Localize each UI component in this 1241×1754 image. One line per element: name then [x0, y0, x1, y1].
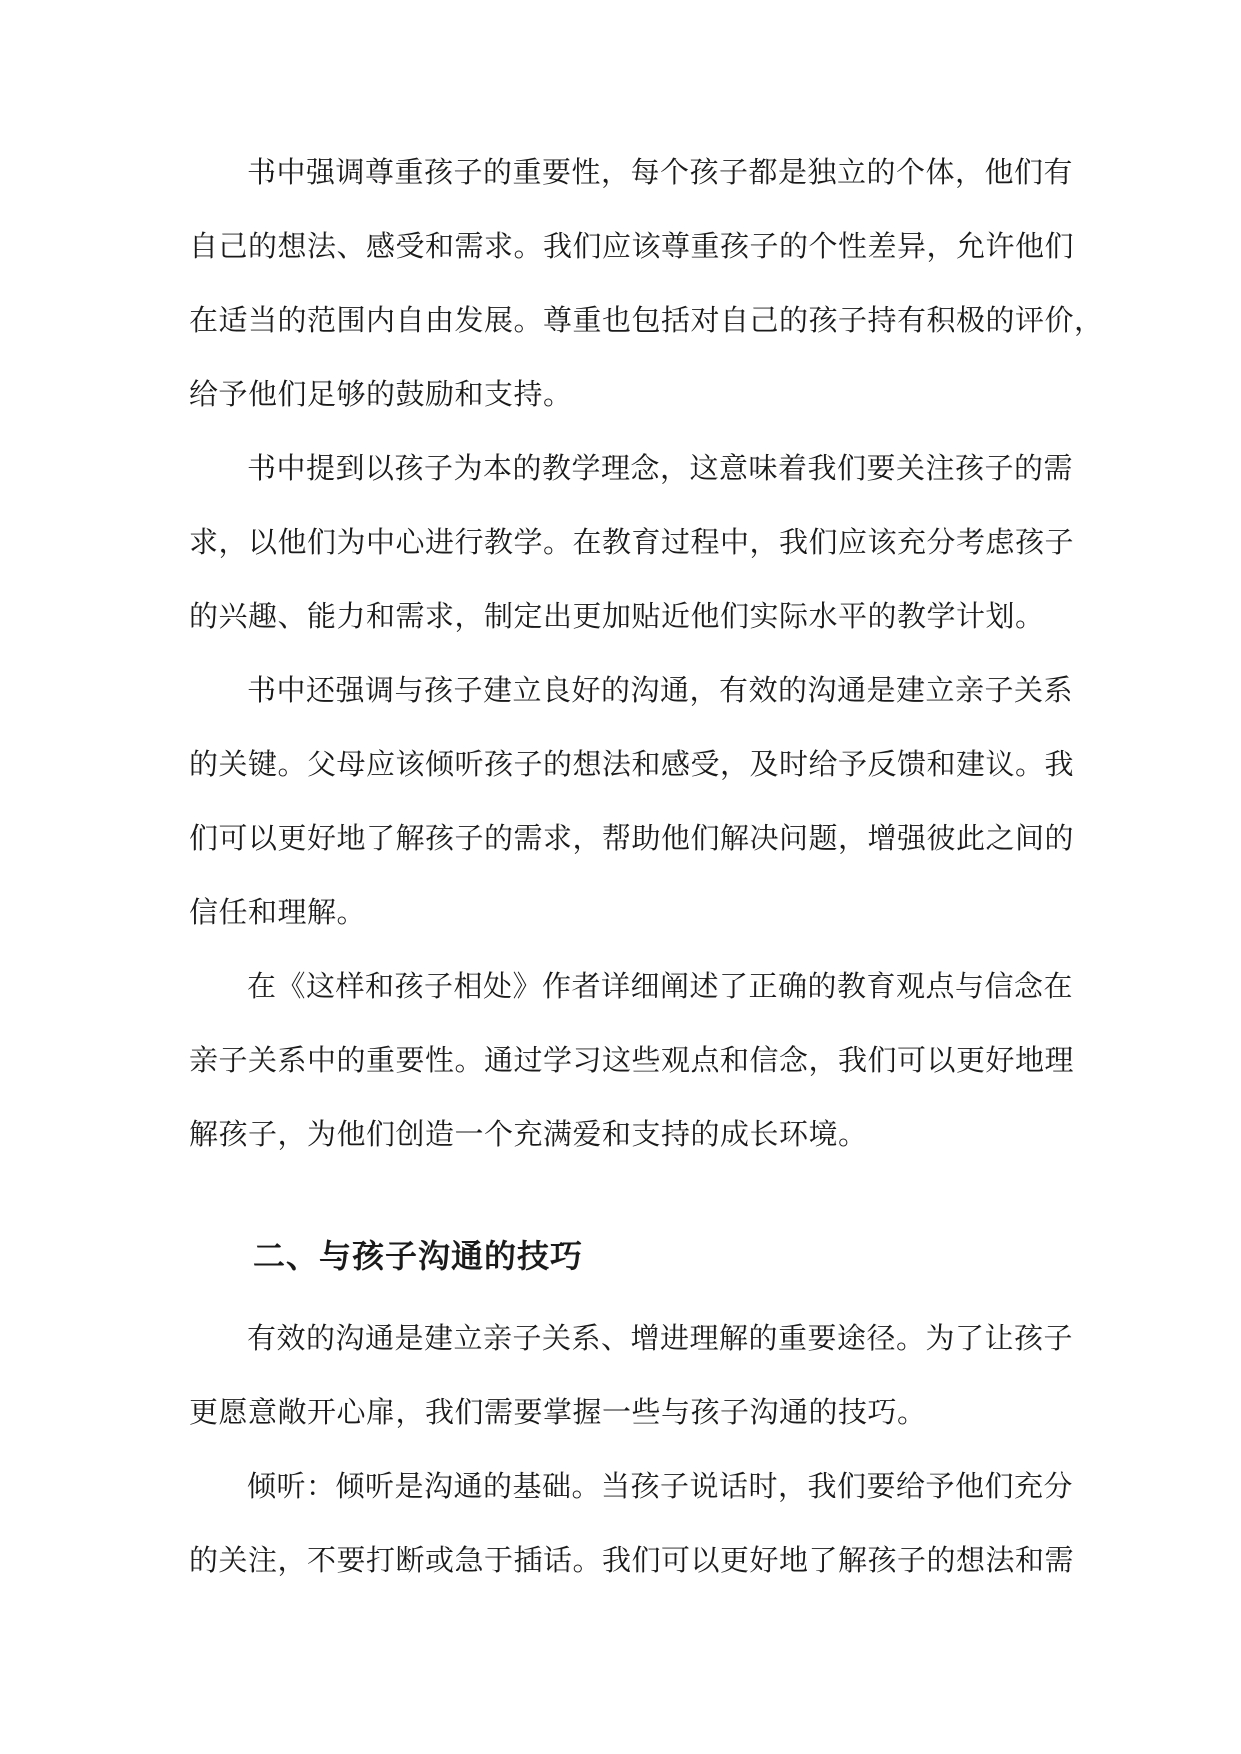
paragraph-1-line-3: 在适当的范围内自由发展。尊重也包括对自己的孩子持有积极的评价， — [189, 303, 1104, 337]
paragraph-1-line-2: 自己的想法、感受和需求。我们应该尊重孩子的个性差异，允许他们 — [189, 229, 1075, 263]
paragraph-3-line-3: 们可以更好地了解孩子的需求，帮助他们解决问题，增强彼此之间的 — [189, 821, 1075, 855]
section-paragraph-2-line-2: 的关注，不要打断或急于插话。我们可以更好地了解孩子的想法和需 — [189, 1543, 1075, 1577]
paragraph-3-line-4: 信任和理解。 — [189, 895, 367, 929]
paragraph-4-line-2: 亲子关系中的重要性。通过学习这些观点和信念，我们可以更好地理 — [189, 1043, 1075, 1077]
paragraph-4-line-1: 在《这样和孩子相处》作者详细阐述了正确的教育观点与信念在 — [247, 969, 1074, 1003]
section-paragraph-1-line-1: 有效的沟通是建立亲子关系、增进理解的重要途径。为了让孩子 — [247, 1321, 1074, 1355]
paragraph-2-line-1: 书中提到以孩子为本的教学理念，这意味着我们要关注孩子的需 — [247, 451, 1074, 485]
paragraph-2-line-3: 的兴趣、能力和需求，制定出更加贴近他们实际水平的教学计划。 — [189, 599, 1045, 633]
paragraph-3-line-1: 书中还强调与孩子建立良好的沟通，有效的沟通是建立亲子关系 — [247, 673, 1074, 707]
section-heading: 二、与孩子沟通的技巧 — [253, 1237, 584, 1275]
paragraph-2-line-2: 求，以他们为中心进行教学。在教育过程中，我们应该充分考虑孩子 — [189, 525, 1075, 559]
section-paragraph-2-line-1: 倾听：倾听是沟通的基础。当孩子说话时，我们要给予他们充分 — [247, 1469, 1074, 1503]
paragraph-1-line-4: 给予他们足够的鼓励和支持。 — [189, 377, 573, 411]
section-paragraph-1-line-2: 更愿意敞开心扉，我们需要掌握一些与孩子沟通的技巧。 — [189, 1395, 927, 1429]
paragraph-4-line-3: 解孩子，为他们创造一个充满爱和支持的成长环境。 — [189, 1117, 868, 1151]
paragraph-1-line-1: 书中强调尊重孩子的重要性，每个孩子都是独立的个体，他们有 — [247, 155, 1074, 189]
paragraph-3-line-2: 的关键。父母应该倾听孩子的想法和感受，及时给予反馈和建议。我 — [189, 747, 1075, 781]
